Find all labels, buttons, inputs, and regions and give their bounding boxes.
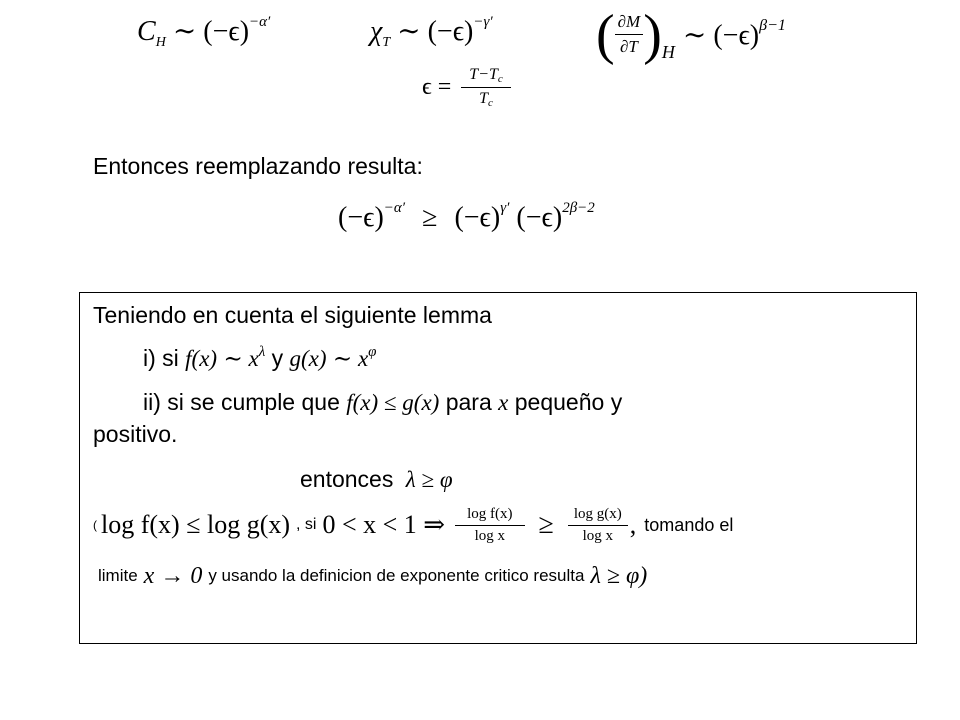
proof-tomando: tomando el xyxy=(644,514,734,535)
item-ii-continuation: positivo. xyxy=(93,421,178,447)
derivative-rhs: ∼ (−ϵ) xyxy=(682,19,760,51)
ch-exponent: −α′ xyxy=(249,14,271,30)
left-paren: ( xyxy=(596,3,615,66)
item-i-g: g(x) xyxy=(289,346,327,371)
ch-rhs: ∼ (−ϵ) xyxy=(172,16,250,47)
proof-inequality: log f(x) ≤ log g(x) xyxy=(101,510,291,539)
epsilon-definition xyxy=(422,66,511,109)
proof-comma: , xyxy=(629,510,637,539)
epsilon-numerator-sub: c xyxy=(497,73,503,85)
proof-fraction-1-den: log x xyxy=(474,527,505,544)
inequality-rhs1: (−ϵ) xyxy=(454,202,501,233)
proof-ge: ≥ xyxy=(538,509,554,540)
lemma-heading: Teniendo en cuenta el siguiente lemma xyxy=(93,302,492,328)
derivative-subscript: H xyxy=(661,42,675,62)
derivative-numerator: ∂M xyxy=(615,12,644,35)
epsilon-denominator-sub: c xyxy=(488,97,493,109)
proof-line xyxy=(93,500,733,550)
epsilon-numerator: T−T xyxy=(469,66,498,83)
item-ii-x: x xyxy=(498,390,509,415)
epsilon-fraction xyxy=(461,66,510,109)
limit-result: λ ≥ φ) xyxy=(590,562,648,589)
item-ii-para: para xyxy=(445,389,492,415)
inequality-rhs2-exponent: 2β−2 xyxy=(562,200,595,216)
ch-subscript: H xyxy=(155,35,166,50)
derivative-denominator: ∂T xyxy=(620,37,638,56)
item-i-y: y xyxy=(271,345,284,371)
limit-math: x → 0 xyxy=(143,562,203,589)
conclusion-word: entonces xyxy=(300,466,394,492)
proof-si: , si xyxy=(296,516,317,533)
lemma-item-ii xyxy=(143,389,622,416)
ch-symbol: C xyxy=(137,16,156,47)
proof-open: ( xyxy=(93,518,97,532)
inequality-rhs2: (−ϵ) xyxy=(516,202,563,233)
epsilon-denominator: T xyxy=(479,90,488,107)
limit-line xyxy=(98,558,647,594)
proof-fraction-2-den: log x xyxy=(582,527,614,544)
chi-subscript: T xyxy=(382,35,391,50)
item-i-lambda: λ xyxy=(258,344,266,360)
entonces-line: Entonces reemplazando resulta: xyxy=(93,153,423,179)
derivative-fraction xyxy=(615,12,644,57)
proof-fraction-1-num: log f(x) xyxy=(455,506,524,526)
critical-exponent-inequality xyxy=(338,200,595,234)
item-ii-prefix: ii) si se cumple que xyxy=(143,389,340,415)
limit-text: y usando la definicion de exponente critico resulta xyxy=(208,566,585,585)
chi-symbol: χ xyxy=(370,16,383,47)
limit-word: limite xyxy=(98,566,138,585)
proof-fraction-1 xyxy=(455,506,524,545)
item-i-sim2: ∼ x xyxy=(332,346,369,371)
proof-fraction-2-num: log g(x) xyxy=(568,506,628,526)
chi-exponent: −γ′ xyxy=(473,14,493,30)
item-ii-suffix: pequeño y xyxy=(514,389,623,415)
item-i-sim1: ∼ x xyxy=(223,346,259,371)
heat-capacity-equation xyxy=(137,14,270,51)
derivative-exponent: β−1 xyxy=(759,16,786,34)
chi-rhs: ∼ (−ϵ) xyxy=(397,16,474,47)
lemma-item-i xyxy=(143,344,376,372)
susceptibility-equation xyxy=(370,14,493,51)
inequality-lhs: (−ϵ) xyxy=(338,202,384,233)
inequality-rhs1-exponent: γ′ xyxy=(500,200,510,216)
proof-fraction-2 xyxy=(568,506,628,545)
inequality-lhs-exponent: −α′ xyxy=(383,200,406,216)
right-paren: ) xyxy=(643,3,662,66)
magnetization-derivative-equation xyxy=(596,3,786,66)
proof-range: 0 < x < 1 ⇒ xyxy=(322,510,446,539)
item-i-phi: φ xyxy=(368,344,377,360)
conclusion-math: λ ≥ φ xyxy=(405,467,453,492)
lemma-conclusion xyxy=(300,466,453,493)
inequality-relation: ≥ xyxy=(422,202,438,233)
item-i-prefix: i) si xyxy=(143,345,179,371)
epsilon-lhs: ϵ = xyxy=(422,74,452,100)
item-i-f: f(x) xyxy=(185,346,218,371)
item-ii-inequality: f(x) ≤ g(x) xyxy=(346,390,440,415)
